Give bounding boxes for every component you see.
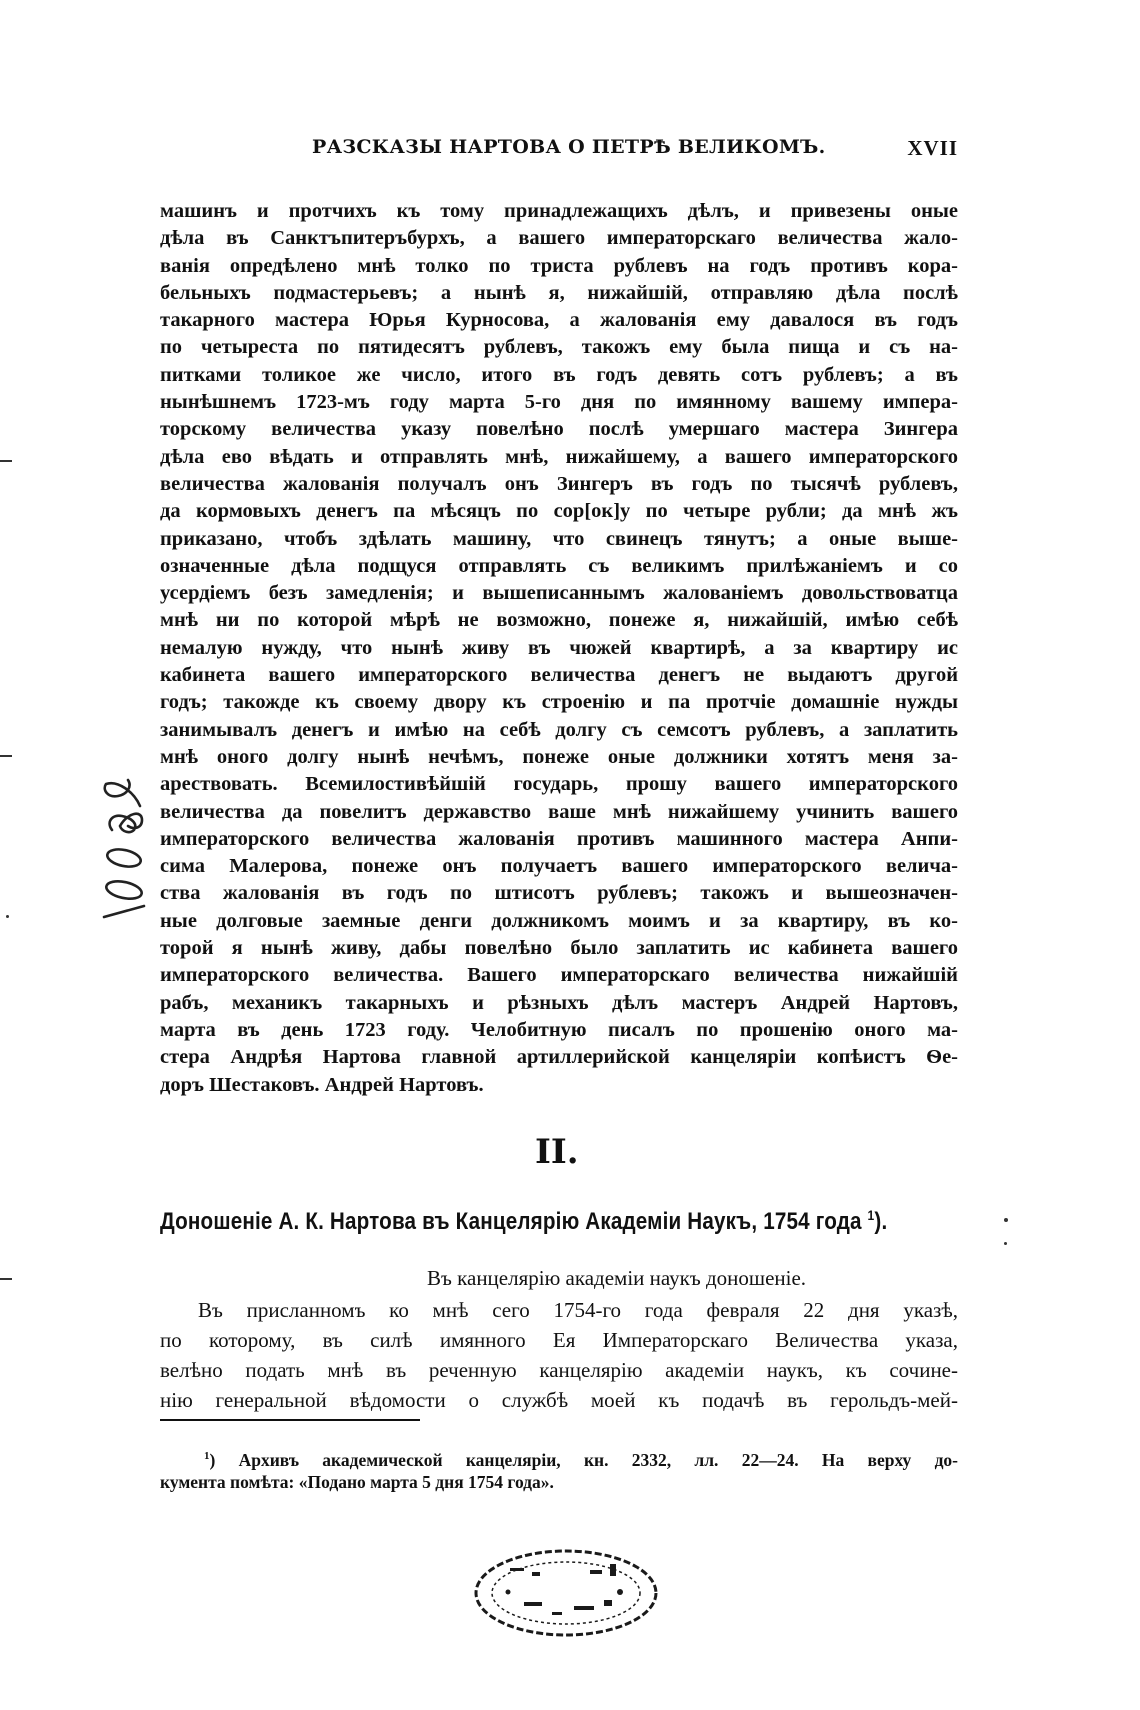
footnote-divider (160, 1419, 420, 1421)
text-line: приказано, чтобъ здѣлать машину, что свинецъ тянутъ; а оные выше- (160, 527, 958, 550)
handwritten-inventory-number (98, 772, 150, 922)
text-line: питками толикое же число, итого въ годъ девять сотъ рублевъ; а въ (160, 363, 958, 386)
text-line: торскому величества указу повелѣно послѣ умершаго мастера Зингера (160, 418, 958, 441)
text-line: величества да повелитъ державство ваше мнѣ нижайшему учинить вашего (160, 800, 958, 823)
text-line: ства жалованія въ годъ по штисотъ рублевъ; такожъ и вышеозначен- (160, 882, 958, 905)
text-line: ные долговые заемные денги должникомъ моимъ и за квартиру, въ ко- (160, 909, 958, 932)
text-line: марта въ день 1723 году. Челобитную писалъ по прошенію оного ма- (160, 1018, 958, 1041)
footnote-mark: 1 (204, 1450, 210, 1462)
text-line: по которому, въ силѣ имянного Ея Императорскаго Величества указа, (160, 1328, 958, 1352)
text-line: бельныхъ подмастерьевъ; а нынѣ я, нижайшій, отправляю дѣла послѣ (160, 281, 958, 304)
library-stamp (470, 1546, 662, 1640)
text-line: дѣла ево вѣдать и отправлять мнѣ, нижайшему, а вашего императорского (160, 445, 958, 468)
margin-tick (0, 755, 12, 757)
section-title-end: ). (874, 1208, 888, 1235)
text-line: означенные дѣла подщуся отправлять съ великимъ прилѣжаніемъ и со (160, 554, 958, 577)
text-line: торой я нынѣ живу, дабы повелѣно было заплатить ис кабинета вашего (160, 937, 958, 960)
ink-speck (1004, 1218, 1008, 1222)
text-line: доръ Шестаковъ. Андрей Нартовъ. (160, 1073, 484, 1096)
margin-tick (0, 1278, 12, 1280)
document-heading: Въ канцелярію академіи наукъ доношеніе. (427, 1266, 807, 1290)
text-line: усердіемъ безъ замедленія; и вышеписаннымъ жалованіемъ довольствоватца (160, 582, 958, 605)
text-line: нію генеральной вѣдомости о службѣ моей къ подачѣ въ герольдъ-мей- (160, 1388, 958, 1412)
text-line: арествовать. Всемилостивѣйшій государь, прошу вашего императорского (160, 773, 958, 796)
text-line: рабъ, механикъ такарныхъ и рѣзныхъ дѣлъ мастеръ Андрей Нартовъ, (160, 991, 958, 1014)
petition-paragraph (160, 198, 958, 1099)
footnote-line: кумента помѣта: «Подано марта 5 дня 1754 года». (160, 1472, 554, 1492)
page-number: XVII (907, 136, 958, 160)
text-line: мнѣ оного долгу нынѣ нечѣмъ, понеже оные должники хотятъ меня за- (160, 745, 958, 768)
text-line: величества жалованія получалъ онъ Зингеръ въ годъ по тысячѣ рублевъ, (160, 472, 958, 495)
section-title (160, 1207, 888, 1236)
text-line: императорского величества. Вашего императорскаго величества нижайшій (160, 964, 958, 987)
text-line: нынѣшнемъ 1723-мъ году марта 5-го дня по имянному вашему импера- (160, 391, 958, 414)
text-line: сима Малерова, понеже онъ получаетъ вашего императорского велича- (160, 855, 958, 878)
text-line: немалую нужду, что нынѣ живу въ чюжей квартирѣ, а за квартиру ис (160, 636, 958, 659)
text-line: машинъ и протчихъ къ тому принадлежащихъ дѣлъ, и привезены оные (160, 200, 958, 222)
ink-speck (6, 915, 9, 918)
running-head-title: РАЗСКАЗЫ НАРТОВА О ПЕТРѢ ВЕЛИКОМЪ. (312, 136, 826, 158)
footnote-line (160, 1443, 958, 1469)
text-line: велѣно подать мнѣ въ реченную канцелярію академіи наукъ, къ сочине- (160, 1358, 958, 1382)
margin-tick (0, 460, 12, 462)
footnote (160, 1443, 958, 1495)
text-line: да кормовыхъ денегъ па мѣсяцъ по сор[ок]у по четыре рубли; да мнѣ жъ (160, 500, 958, 523)
ink-speck (1004, 1242, 1007, 1245)
text-line: императорского величества жалованія противъ машинного мастера Анпи- (160, 827, 958, 850)
text-line: мнѣ ни по которой мѣрѣ не возможно, понеже я, нижайшій, имѣю себѣ (160, 609, 958, 632)
section-title-text: Доношеніе А. К. Нартова въ Канцелярію Академіи Наукъ, 1754 года (160, 1208, 862, 1235)
text-line: Въ присланномъ ко мнѣ сего 1754-го года февраля 22 дня указѣ, (198, 1298, 958, 1322)
footnote-reference[interactable]: 1 (867, 1207, 875, 1223)
running-head (162, 136, 958, 166)
text-line: по четыреста по пятидесятъ рублевъ, такожъ ему была пища и съ на- (160, 336, 958, 359)
text-line: стера Андрѣя Нартова главной артиллерийской канцелярiи копѣистъ Ѳе- (160, 1046, 958, 1069)
text-line: кабинета вашего императорского величества денегъ не выдаютъ другой (160, 664, 958, 687)
footnote-line-text: ) Архивъ академической канцеляріи, кн. 2332, лл. 22—24. На верху до- (209, 1449, 958, 1470)
section-number: II. (535, 1132, 579, 1172)
text-line: дѣла въ Санктъпитеръбурхъ, а вашего императорскаго величества жало- (160, 227, 958, 250)
text-line: годъ; такожде къ своему двору къ строенію и па протчіе домашніе нужды (160, 691, 958, 714)
text-line: занимывалъ денегъ и имѣю на себѣ долгу съ семсотъ рублевъ, а заплатить (160, 718, 958, 741)
document-text (160, 1295, 958, 1415)
text-line: такарного мастера Юрья Курносова, а жалованія ему давалося въ годъ (160, 309, 958, 332)
text-line: ванія опредѣлено мнѣ толко по триста рублевъ на годъ противъ кора- (160, 254, 958, 277)
